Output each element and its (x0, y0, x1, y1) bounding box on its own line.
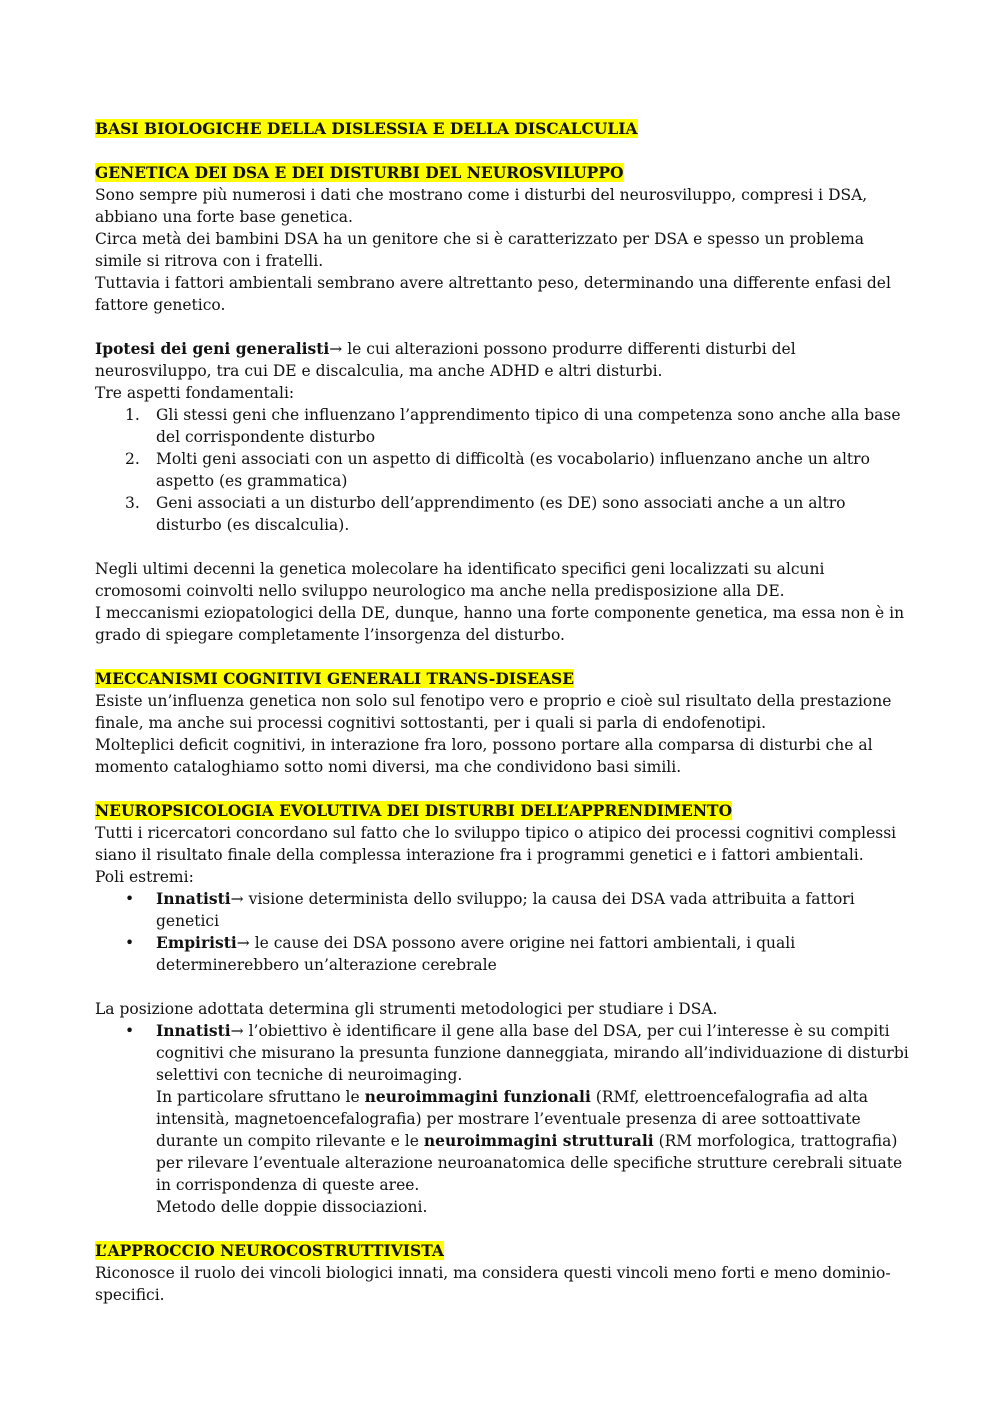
list-item: • Innatisti→ l’obiettivo è identificare il gene alla base del DSA, per cui l’interesse è su compiti cognitivi che misurano la presunta funzione danneggiata, mirando all’individuazione di disturbi selettivi con tecniche di neuroimaging. In particolare sfruttano le neuroimmagini funzionali (RMf, elettroencefalografia ad alta intensità, magnetoencefalografia) per mostrare l’eventuale presenza di aree sottoattivate durante un compito rilevante e le neuroimmagini strutturali (RM morfologica, trattografia) per rilevare l’eventuale alterazione neuroanatomica delle specifiche strutture cerebrali situate in corrispondenza di queste aree. Metodo delle doppie dissociazioni. (125, 1021, 909, 1216)
paragraph: La posizione adottata determina gli strumenti metodologici per studiare i DSA. (95, 1000, 718, 1018)
paragraph: I meccanismi eziopatologici della DE, dunque, hanno una forte componente genetica, ma essa non è in grado di spiegare completamente l’insorgenza del disturbo. (95, 604, 905, 644)
list-item: • Empiristi→ le cause dei DSA possono avere origine nei fattori ambientali, i quali determinerebbero un’alterazione cerebrale (125, 933, 796, 974)
paragraph: Negli ultimi decenni la genetica molecolare ha identificato specifici geni localizzati su alcuni cromosomi coinvolti nello sviluppo neurologico ma anche nella predisposizione alla DE. (95, 560, 825, 600)
list-item: 2. Molti geni associati con un aspetto di difficoltà (es vocabolario) influenzano anche un altro aspetto (es grammatica) (125, 450, 870, 490)
paragraph: Tre aspetti fondamentali: (95, 384, 295, 402)
paragraph: Esiste un’influenza genetica non solo sul fenotipo vero e proprio e cioè sul risultato della prestazione finale, ma anche sui processi cognitivi sottostanti, per i quali si parla di endofenotipi. (95, 692, 892, 732)
numbered-list (95, 404, 915, 536)
section-heading-meccanismi: MECCANISMI COGNITIVI GENERALI TRANS-DISEASE (95, 669, 575, 688)
list-item: 3. Geni associati a un disturbo dell’apprendimento (es DE) sono associati anche a un altro disturbo (es discalculia). (125, 494, 846, 534)
list-item: 1. Gli stessi geni che influenzano l’apprendimento tipico di una competenza sono anche alla base del corrispondente disturbo (125, 406, 901, 446)
paragraph: Poli estremi: (95, 868, 194, 886)
bullet-icon: • (125, 934, 135, 952)
paragraph: Tutti i ricercatori concordano sul fatto che lo sviluppo tipico o atipico dei processi cognitivi complessi siano il risultato finale della complessa interazione fra i programmi genetici e i fattori ambientali. (95, 824, 897, 864)
bullet-list (95, 888, 915, 976)
paragraph: Riconosce il ruolo dei vincoli biologici innati, ma considera questi vincoli meno forti e meno dominio-specifici. (95, 1264, 891, 1304)
bullet-icon: • (125, 890, 135, 908)
section-heading-neurocostruttivista: L’APPROCCIO NEUROCOSTRUTTIVISTA (95, 1241, 444, 1260)
document-page (95, 118, 915, 1306)
paragraph: Molteplici deficit cognitivi, in interazione fra loro, possono portare alla comparsa di disturbi che al momento cataloghiamo sotto nomi diversi, ma che condividono basi simili. (95, 736, 873, 776)
list-item: • Innatisti→ visione determinista dello sviluppo; la causa dei DSA vada attribuita a fattori genetici (125, 889, 855, 930)
paragraph: Tuttavia i fattori ambientali sembrano avere altrettanto peso, determinando una differente enfasi del fattore genetico. (95, 274, 891, 314)
document-title: BASI BIOLOGICHE DELLA DISLESSIA E DELLA DISCALCULIA (95, 119, 638, 138)
section-heading-neuropsicologia: NEUROPSICOLOGIA EVOLUTIVA DEI DISTURBI DELL’APPRENDIMENTO (95, 801, 733, 820)
paragraph: Circa metà dei bambini DSA ha un genitore che si è caratterizzato per DSA e spesso un problema simile si ritrova con i fratelli. (95, 230, 865, 270)
hypothesis-paragraph: Ipotesi dei geni generalisti→ le cui alterazioni possono produrre differenti disturbi del neurosviluppo, tra cui DE e discalculia, ma anche ADHD e altri disturbi. (95, 339, 796, 380)
bullet-icon: • (125, 1022, 135, 1040)
bullet-list (95, 1020, 915, 1218)
paragraph: Sono sempre più numerosi i dati che mostrano come i disturbi del neurosviluppo, compresi i DSA, abbiano una forte base genetica. (95, 186, 868, 226)
section-heading-genetica: GENETICA DEI DSA E DEI DISTURBI DEL NEUROSVILUPPO (95, 163, 624, 182)
